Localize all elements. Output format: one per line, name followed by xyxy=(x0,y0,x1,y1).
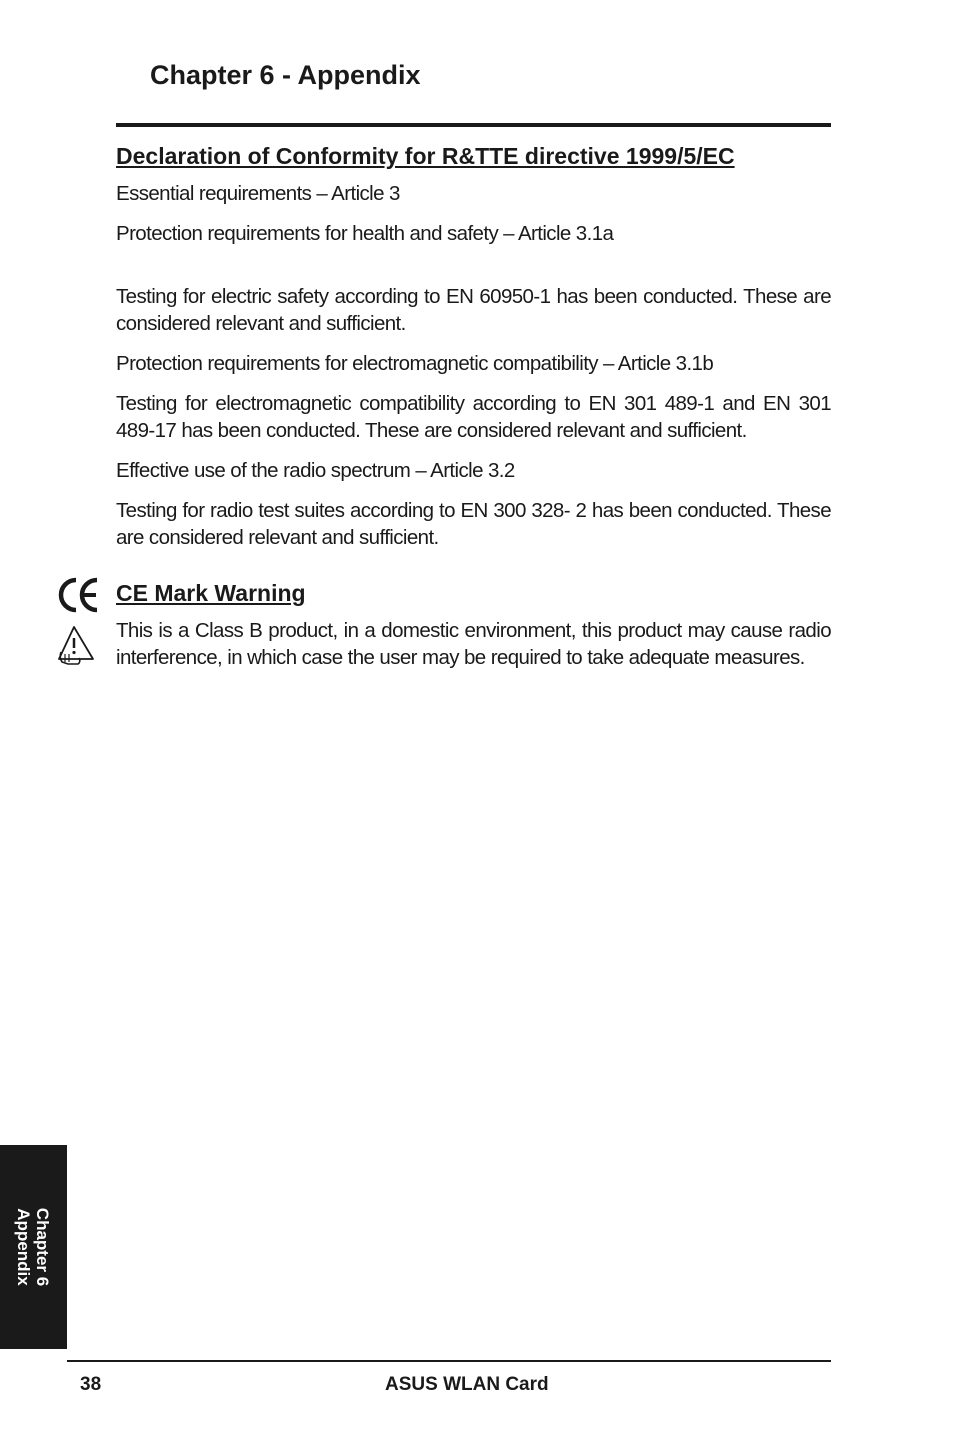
warning-hand-icon xyxy=(56,624,96,666)
ce-mark-icon xyxy=(58,576,100,614)
page-number: 38 xyxy=(80,1374,102,1395)
paragraph: Essential requirements – Article 3 xyxy=(116,182,400,205)
paragraph: Testing for radio test suites according to EN 300 328- 2 has been conducted. These are considered relevant and sufficient. xyxy=(116,499,831,549)
chapter-side-tab xyxy=(0,1145,67,1349)
ce-warning-heading: CE Mark Warning xyxy=(116,580,306,606)
page-content xyxy=(116,140,831,671)
paragraph: Effective use of the radio spectrum – Article 3.2 xyxy=(116,459,515,482)
side-tab-line2: Appendix xyxy=(14,1208,33,1286)
side-tab-line1: Chapter 6 xyxy=(33,1207,52,1287)
header-rule xyxy=(116,123,831,127)
ce-warning-text: This is a Class B product, in a domestic environment, this product may cause radio interference, in which case the user may be required to take adequate measures. xyxy=(116,619,831,669)
paragraph: Testing for electromagnetic compatibility according to EN 301 489-1 and EN 301 489-17 has been conducted. These are considered relevant and sufficient. xyxy=(116,392,831,442)
chapter-title: Chapter 6 - Appendix xyxy=(150,60,421,90)
paragraph: Protection requirements for health and safety – Article 3.1a xyxy=(116,222,614,245)
footer-product-name: ASUS WLAN Card xyxy=(385,1374,549,1395)
paragraph: Testing for electric safety according to EN 60950-1 has been conducted. These are considered relevant and sufficient. xyxy=(116,285,831,335)
footer-rule xyxy=(67,1360,831,1362)
paragraph: Protection requirements for electromagnetic compatibility – Article 3.1b xyxy=(116,352,714,375)
side-tab-label xyxy=(14,1208,52,1286)
declaration-heading: Declaration of Conformity for R&TTE directive 1999/5/EC xyxy=(116,143,735,169)
